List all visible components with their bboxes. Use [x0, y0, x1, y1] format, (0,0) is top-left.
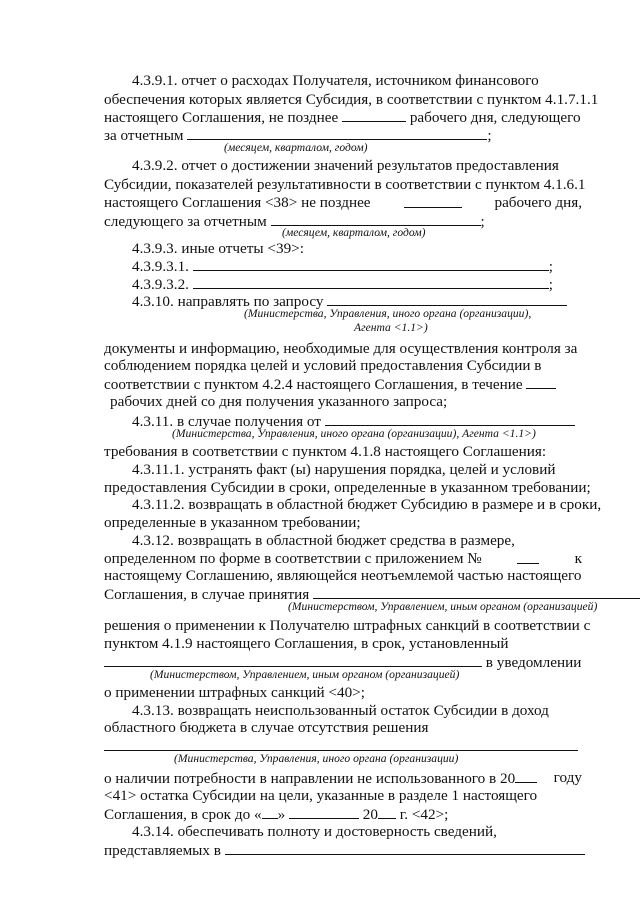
text-line: следующего за отчетным ;: [104, 213, 485, 230]
field-caption: (Министерства, Управления, иного органа (организации), Агента <1.1>): [172, 427, 536, 440]
blank-field: [325, 412, 575, 426]
text-line: Соглашения, в срок до « » 20 г. <42>;: [104, 806, 449, 823]
blank-field: [378, 805, 396, 819]
field-caption: (Министерства, Управления, иного органа (организации): [174, 752, 459, 765]
blank-field: [342, 108, 406, 122]
blank-field: [313, 585, 640, 599]
text-line: определенные в указанном требовании;: [104, 514, 361, 531]
blank-field: [404, 194, 462, 208]
text-line: представляемых в: [104, 841, 585, 860]
field-caption: (месяцем, кварталом, годом): [282, 226, 426, 239]
paragraph-4-3-9-3: 4.3.9.3. иные отчеты <39>:: [132, 240, 304, 257]
text-line: пунктом 4.1.9 настоящего Соглашения, в срок, установленный: [104, 635, 509, 652]
blank-field: [104, 653, 482, 667]
text-line: документы и информацию, необходимые для осуществления контроля за: [104, 340, 578, 357]
blank-field: [193, 275, 549, 289]
blank-field: [517, 550, 539, 564]
field-caption: Агента <1.1>): [354, 321, 428, 334]
blank-field: [289, 805, 359, 819]
blank-field: [262, 805, 278, 819]
paragraph-4-3-9-3-2: 4.3.9.3.2. ;: [132, 276, 553, 293]
text-line: решения о применении к Получателю штрафных санкций в соответствии с: [104, 617, 591, 634]
field-caption: (Министерством, Управлением, иным органом (организацией): [288, 600, 598, 613]
text-line: рабочих дней со дня получения указанного запроса;: [110, 393, 448, 410]
blank-field: [526, 375, 556, 389]
field-caption: (Министерства, Управления, иного органа (организации),: [244, 307, 532, 320]
paragraph-4-3-9-3-1: 4.3.9.3.1. ;: [132, 258, 553, 275]
text-line: соответствии с пунктом 4.2.4 настоящего Соглашения, в течение: [104, 375, 556, 394]
text-line: за отчетным ;: [104, 127, 492, 144]
blank-field: [327, 292, 567, 306]
text-line: настоящему Соглашению, являющейся неотъемлемой частью настоящего: [104, 567, 582, 584]
text-line: настоящего Соглашения, не позднее рабочего дня, следующего: [104, 109, 581, 126]
paragraph-4-3-13: 4.3.13. возвращать неиспользованный остаток Субсидии в доход: [132, 702, 549, 719]
text-line: областного бюджета в случае отсутствия решения: [104, 719, 429, 736]
blank-field: [187, 126, 487, 140]
paragraph-4-3-9-1: 4.3.9.1. отчет о расходах Получателя, источником финансового: [132, 72, 539, 89]
field-caption: (Министерством, Управлением, иным органом (организацией): [150, 668, 460, 681]
blank-field: [271, 212, 481, 226]
blank-field: [193, 257, 549, 271]
text-line: о наличии потребности в направлении не использованного в 20 году: [104, 769, 582, 787]
paragraph-4-3-10: 4.3.10. направлять по запросу: [132, 292, 567, 311]
text-line: обеспечения которых является Субсидия, в соответствии с пунктом 4.1.7.1.1: [104, 91, 599, 108]
text-line: определенном по форме в соответствии с приложением № к: [104, 550, 582, 567]
text-line: в уведомлении: [104, 653, 581, 672]
paragraph-4-3-14: 4.3.14. обеспечивать полноту и достоверность сведений,: [132, 823, 497, 840]
text-line: о применении штрафных санкций <40>;: [104, 684, 365, 701]
paragraph-4-3-11: 4.3.11. в случае получения от: [132, 412, 575, 431]
text-line: <41> остатка Субсидии на цели, указанные в разделе 1 настоящего: [104, 787, 538, 804]
text-line: Соглашения, в случае принятия: [104, 585, 640, 604]
paragraph-4-3-11-1: 4.3.11.1. устранять факт (ы) нарушения порядка, целей и условий: [132, 461, 556, 478]
text-line: требования в соответствии с пунктом 4.1.8 настоящего Соглашения:: [104, 443, 547, 460]
text-line: предоставления Субсидии в сроки, определенные в указанном требовании;: [104, 479, 591, 496]
text-line: соблюдением порядка целей и условий предоставления Субсидии в: [104, 357, 542, 374]
blank-field: [225, 841, 585, 855]
paragraph-4-3-12: 4.3.12. возвращать в областной бюджет средства в размере,: [132, 532, 515, 549]
paragraph-4-3-11-2: 4.3.11.2. возвращать в областной бюджет Субсидию в размере и в сроки,: [132, 496, 602, 513]
text-line: настоящего Соглашения <38> не позднее рабочего дня,: [104, 194, 582, 211]
paragraph-4-3-9-2: 4.3.9.2. отчет о достижении значений результатов предоставления: [132, 157, 559, 174]
field-caption: (месяцем, кварталом, годом): [224, 141, 368, 154]
blank-field: [104, 737, 578, 751]
text-line: Субсидии, показателей результативности в соответствии с пунктом 4.1.6.1: [104, 176, 586, 193]
blank-field: [515, 769, 537, 783]
